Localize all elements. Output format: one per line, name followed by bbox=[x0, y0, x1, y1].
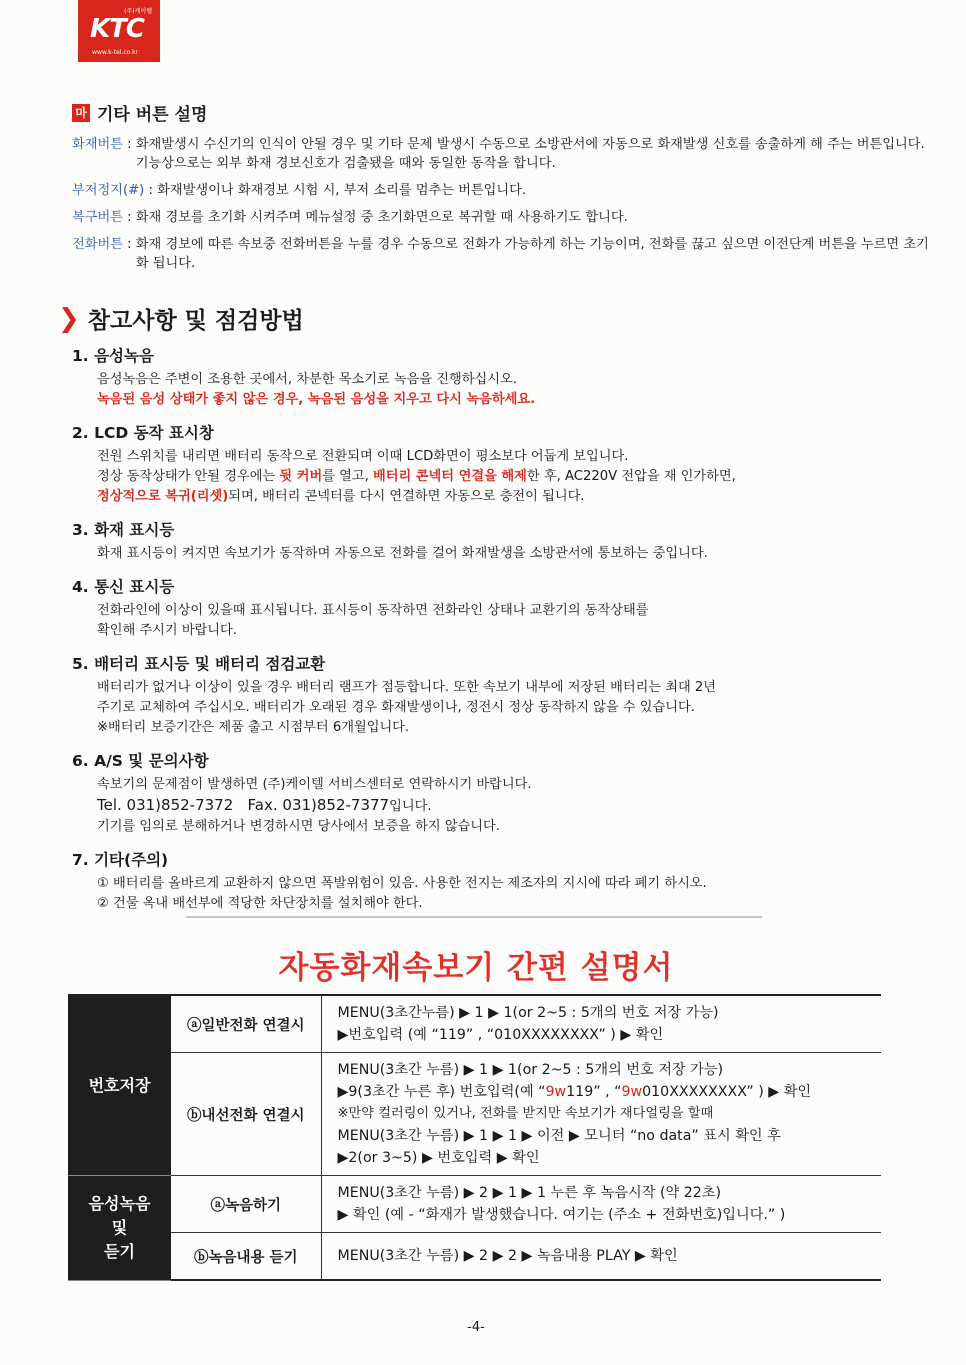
reference-item bbox=[72, 421, 932, 507]
item-title: 7. 기타(주의) bbox=[72, 851, 169, 869]
button-desc-row bbox=[72, 208, 932, 227]
text-span: 되며, 배터리 콘넥터를 다시 연결하면 자동으로 충전이 됩니다. bbox=[228, 489, 585, 504]
subcategory-cell: ⓑ내선전화 연결시 bbox=[171, 1053, 321, 1176]
reference-item bbox=[72, 518, 932, 564]
ktc-logo bbox=[78, 0, 160, 62]
chevron-right-icon: ❯ bbox=[58, 303, 80, 334]
highlight-span: 정상적으로 복귀(리셋) bbox=[97, 489, 229, 504]
instruction-line: MENU(3초간 누름) ▶ 2 ▶ 1 ▶ 1 누른 후 녹음시작 (약 22초) bbox=[337, 1185, 722, 1201]
category-line: 및 bbox=[111, 1217, 128, 1237]
item-title: 2. LCD 동작 표시창 bbox=[72, 424, 214, 442]
instruction-line: ▶ 확인 (예 - “화재가 발생했습니다. 여기는 (주소 + 전화번호)입니다.” ) bbox=[337, 1207, 786, 1223]
logo-url: www.k-tel.co.kr bbox=[92, 49, 139, 56]
section-title: 기타 버튼 설명 bbox=[97, 105, 208, 125]
table-row bbox=[68, 1053, 881, 1176]
table-row bbox=[68, 1233, 881, 1281]
item-title: 3. 화재 표시등 bbox=[72, 521, 175, 539]
separator: : bbox=[122, 137, 136, 152]
button-desc-row bbox=[72, 181, 932, 200]
table-row bbox=[68, 1176, 881, 1233]
button-desc-row bbox=[72, 235, 932, 273]
instruction-line: MENU(3초간 누름) ▶ 2 ▶ 2 ▶ 녹음내용 PLAY ▶ 확인 bbox=[337, 1248, 678, 1264]
button-term: 화재버튼 bbox=[72, 137, 123, 152]
reference-item bbox=[72, 344, 932, 410]
button-term: 복구버튼 bbox=[72, 210, 123, 225]
category-line: 듣기 bbox=[104, 1241, 135, 1261]
item-title: 1. 음성녹음 bbox=[72, 347, 154, 365]
contact-line bbox=[97, 795, 932, 817]
item-title: 5. 배터리 표시등 및 배터리 점검교환 bbox=[72, 655, 326, 673]
subcategory-cell: ⓐ녹음하기 bbox=[171, 1176, 321, 1233]
text-span: 정상 동작상태가 안될 경우에는 bbox=[97, 469, 280, 484]
item-body bbox=[72, 370, 932, 410]
other-buttons-section bbox=[72, 100, 932, 281]
quick-guide-title: 자동화재속보기 간편 설명서 bbox=[278, 950, 674, 986]
item-body bbox=[72, 447, 932, 507]
section-heading bbox=[72, 100, 932, 125]
instruction-note: ※만약 컬러링이 있거나, 전화를 받지만 속보기가 재다얼링을 할때 bbox=[337, 1106, 714, 1121]
item-line bbox=[97, 487, 932, 507]
reference-heading bbox=[58, 302, 304, 335]
item-title: 4. 통신 표시등 bbox=[72, 578, 175, 596]
page-number: -4- bbox=[467, 1320, 485, 1335]
reference-item bbox=[72, 575, 932, 641]
button-description: 화재발생시 수신기의 인식이 안될 경우 및 기타 문제 발생시 수동으로 소방관서에 자동으로 화재발생 신호를 송출하게 해 주는 버튼입니다. 기능상으로는 외부 화재 경보신호가 검출됐을 때와 동일한 동작을 합니다. bbox=[135, 137, 925, 171]
button-term: 전화버튼 bbox=[72, 237, 123, 252]
button-description: 화재발생이나 화재경보 시험 시, 부저 소리를 멈추는 버튼입니다. bbox=[157, 183, 527, 198]
category-line: 음성녹음 bbox=[88, 1193, 151, 1213]
text-span: 한 후, AC220V 전압을 재 인가하면, bbox=[526, 469, 736, 484]
item-line: ① 배터리를 올바르게 교환하지 않으면 폭발위험이 있음. 사용한 전지는 제조자의 지시에 따라 폐기 하시오. bbox=[97, 876, 707, 891]
category-cell bbox=[68, 1176, 171, 1281]
item-warning-line: 녹음된 음성 상태가 좋지 않은 경우, 녹음된 음성을 지우고 다시 녹음하세요. bbox=[97, 392, 536, 407]
separator: : bbox=[122, 210, 136, 225]
instruction-line bbox=[338, 1081, 868, 1103]
item-body bbox=[72, 775, 932, 837]
reference-item bbox=[72, 848, 932, 914]
button-desc-row bbox=[72, 135, 932, 173]
item-line: 속보기의 문제점이 발생하면 (주)케이텔 서비스센터로 연락하시기 바랍니다. bbox=[97, 777, 532, 792]
instruction-line: MENU(3초간 누름) ▶ 1 ▶ 1(or 2~5 : 5개의 번호 저장 가능) bbox=[337, 1062, 724, 1078]
item-line: 확인해 주시기 바랍니다. bbox=[97, 623, 237, 638]
instruction-cell bbox=[321, 1176, 881, 1233]
instruction-line: ▶번호입력 (예 “119” , “010XXXXXXXX” ) ▶ 확인 bbox=[337, 1027, 664, 1043]
item-note: ※배터리 보증기간은 제품 출고 시점부터 6개월입니다. bbox=[97, 720, 410, 735]
separator: : bbox=[144, 183, 158, 198]
table-row bbox=[68, 995, 881, 1053]
item-body bbox=[72, 544, 932, 564]
reference-items bbox=[72, 344, 932, 925]
item-line: 배터리가 없거나 이상이 있을 경우 배터리 램프가 점등합니다. 또한 속보기 내부에 저장된 배터리는 최대 2년 bbox=[97, 680, 717, 695]
button-description: 화재 경보를 초기화 시켜주며 메뉴설정 중 초기화면으로 복귀할 때 사용하기도 합니다. bbox=[135, 210, 628, 225]
item-line: 화재 표시등이 켜지면 속보기가 동작하며 자동으로 전화를 걸어 화재발생을 소방관서에 통보하는 중입니다. bbox=[97, 546, 708, 561]
instruction-cell bbox=[321, 1233, 881, 1281]
instruction-cell bbox=[321, 995, 881, 1053]
category-cell: 번호저장 bbox=[68, 995, 171, 1176]
text-span: ▶9(3초간 누른 후) 번호입력(예 “ bbox=[337, 1084, 546, 1100]
item-line: 주기로 교체하여 주십시오. 배터리가 오래된 경우 화재발생이나, 정전시 정상 동작하지 않을 수 있습니다. bbox=[97, 700, 695, 715]
reference-item bbox=[72, 652, 932, 738]
logo-brand: KTC bbox=[90, 14, 144, 44]
subcategory-cell: ⓐ일반전화 연결시 bbox=[171, 995, 321, 1053]
logo-company-name: (주)케이텔 bbox=[124, 8, 152, 15]
quick-guide-table bbox=[68, 994, 881, 1281]
item-body bbox=[72, 678, 932, 738]
highlight-span: 뒷 커버 bbox=[279, 469, 323, 484]
highlight-span: 9w bbox=[621, 1084, 643, 1100]
text-span: 119” , “ bbox=[566, 1084, 622, 1100]
instruction-line: MENU(3초간누름) ▶ 1 ▶ 1(or 2~5 : 5개의 번호 저장 가능) bbox=[337, 1005, 719, 1021]
reference-title: 참고사항 및 점검방법 bbox=[87, 308, 304, 334]
button-description: 화재 경보에 따른 속보중 전화버튼을 누를 경우 수동으로 전화가 가능하게 하는 기능이며, 전화를 끊고 싶으면 이전단계 버튼을 누르면 초기화 됩니다. bbox=[135, 237, 929, 271]
item-line: 기기를 임의로 분해하거나 변경하시면 당사에서 보증을 하지 않습니다. bbox=[97, 819, 500, 834]
item-body bbox=[72, 601, 932, 641]
item-line: 전화라인에 이상이 있을때 표시됩니다. 표시등이 동작하면 전화라인 상태나 교환기의 동작상태를 bbox=[97, 603, 649, 618]
text-span: 입니다. bbox=[389, 799, 432, 814]
reference-item bbox=[72, 749, 932, 837]
item-line: ② 건물 옥내 배선부에 적당한 차단장치를 설치해야 한다. bbox=[97, 896, 423, 911]
item-title: 6. A/S 및 문의사항 bbox=[72, 752, 209, 770]
section-badge: 마 bbox=[72, 104, 90, 122]
text-span: 를 열고, bbox=[322, 469, 373, 484]
item-line: 전원 스위치를 내리면 배터리 동작으로 전환되며 이때 LCD화면이 평소보다 어둡게 보입니다. bbox=[97, 449, 629, 464]
highlight-span: 9w bbox=[545, 1084, 567, 1100]
highlight-span: 배터리 콘넥터 연결을 해제 bbox=[373, 469, 527, 484]
separator: : bbox=[122, 237, 136, 252]
contact-numbers: Tel. 031)852-7372 Fax. 031)852-7377 bbox=[97, 796, 390, 814]
instruction-line: ▶2(or 3~5) ▶ 번호입력 ▶ 확인 bbox=[337, 1150, 540, 1166]
item-line: 음성녹음은 주변이 조용한 곳에서, 차분한 목소기로 녹음을 진행하십시오. bbox=[97, 372, 517, 387]
item-line bbox=[97, 467, 932, 487]
text-span: 010XXXXXXXX” ) ▶ 확인 bbox=[642, 1084, 812, 1100]
item-body bbox=[72, 874, 932, 914]
subcategory-cell: ⓑ녹음내용 듣기 bbox=[171, 1233, 321, 1281]
divider bbox=[186, 916, 762, 918]
instruction-cell bbox=[321, 1053, 881, 1176]
button-term: 부저정지(#) bbox=[72, 183, 145, 198]
instruction-line: MENU(3초간 누름) ▶ 1 ▶ 1 ▶ 이전 ▶ 모니터 “no data” 표시 확인 후 bbox=[337, 1128, 781, 1144]
